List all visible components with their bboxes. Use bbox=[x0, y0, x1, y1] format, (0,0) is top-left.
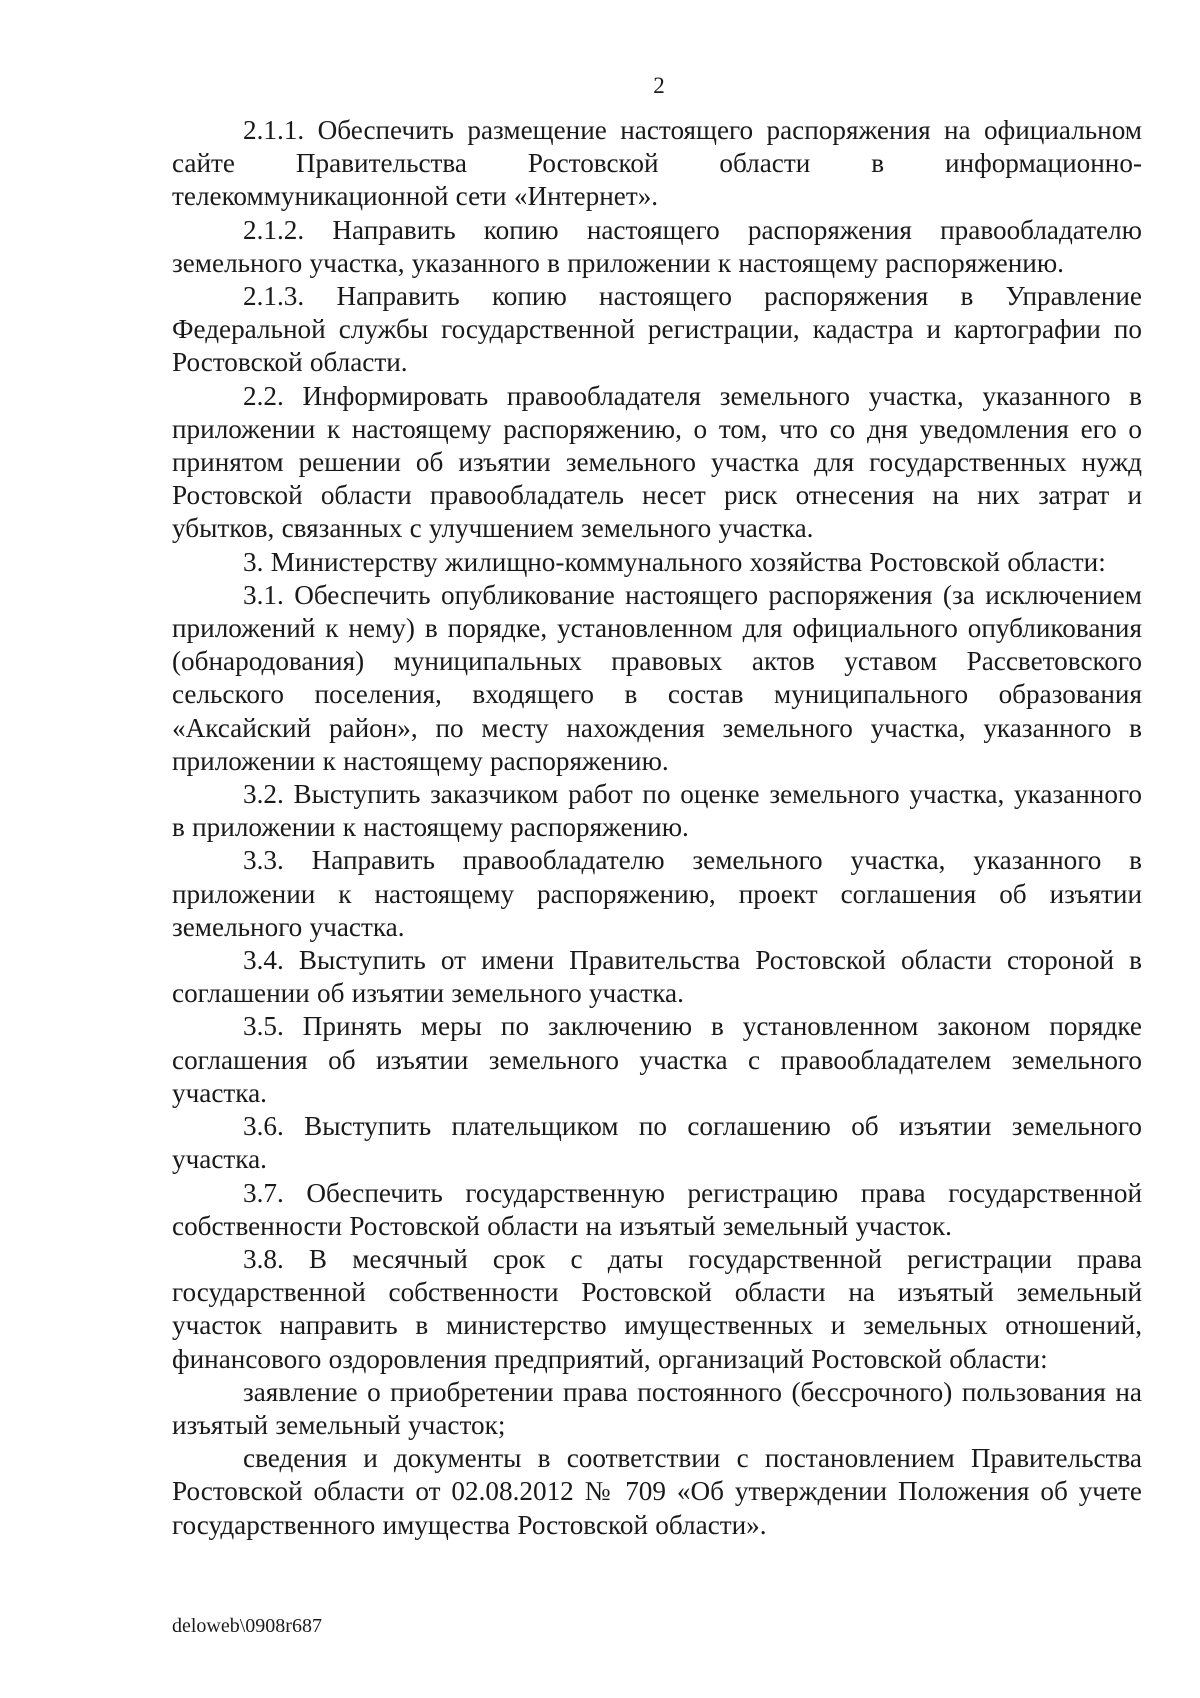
paragraph-3-4: 3.4. Выступить от имени Правительства Ростовской области стороной в соглашении об изъятии земельного участка. bbox=[172, 945, 1142, 1009]
paragraph-3-8-item-documents: сведения и документы в соответствии с постановлением Правительства Ростовской области от 02.08.2012 № 709 «Об утверждении Положения об учете государственного имущества Ростовской области». bbox=[172, 1443, 1142, 1540]
page-number: 2 bbox=[653, 73, 665, 98]
paragraph-3-1: 3.1. Обеспечить опубликование настоящего распоряжения (за исключением приложений к нему) в порядке, установленном для официального опубликования (обнародования) муниципальных правовых актов уставом Рассветовского сельского поселения, входящего в состав муниципального образования «Аксайский район», по месту нахождения земельного участка, указанного в приложении к настоящему распоряжению. bbox=[172, 579, 1142, 776]
paragraph-2-2: 2.2. Информировать правообладателя земельного участка, указанного в приложении к настоящему распоряжению, о том, что со дня уведомления его о принятом решении об изъятии земельного участка для государственных нужд Ростовской области правообладатель несет риск отнесения на них затрат и убытков, связанных с улучшением земельного участка. bbox=[172, 380, 1142, 544]
paragraph-3-6: 3.6. Выступить плательщиком по соглашению об изъятии земельного участка. bbox=[172, 1111, 1142, 1175]
paragraph-3-3: 3.3. Направить правообладателю земельного участка, указанного в приложении к настоящему распоряжению, проект соглашения об изъятии земельного участка. bbox=[172, 845, 1142, 942]
paragraph-3-5: 3.5. Принять меры по заключению в установленном законом порядке соглашения об изъятии земельного участка с правообладателем земельного участка. bbox=[172, 1011, 1142, 1108]
paragraph-3-8-item-statement: заявление о приобретении права постоянного (бессрочного) пользования на изъятый земельный участок; bbox=[172, 1376, 1142, 1440]
paragraph-3-8: 3.8. В месячный срок с даты государственной регистрации права государственной собственности Ростовской области на изъятый земельный участок направить в министерство имущественных и земельных отношений, финансового оздоровления предприятий, организаций Ростовской области: bbox=[172, 1243, 1142, 1374]
document-body bbox=[172, 114, 1142, 1542]
paragraph-2-1-1: 2.1.1. Обеспечить размещение настоящего распоряжения на официальном сайте Правительства Ростовской области в информационно-телекоммуникационной сети «Интернет». bbox=[172, 115, 1142, 212]
paragraph-2-1-3: 2.1.3. Направить копию настоящего распоряжения в Управление Федеральной службы государственной регистрации, кадастра и картографии по Ростовской области. bbox=[172, 281, 1142, 378]
footer-document-code: deloweb\0908r687 bbox=[172, 1615, 322, 1637]
paragraph-2-1-2: 2.1.2. Направить копию настоящего распоряжения правообладателю земельного участка, указанного в приложении к настоящему распоряжению. bbox=[172, 214, 1142, 278]
paragraph-3-2: 3.2. Выступить заказчиком работ по оценке земельного участка, указанного в приложении к настоящему распоряжению. bbox=[172, 779, 1142, 843]
paragraph-3: 3. Министерству жилищно-коммунального хозяйства Ростовской области: bbox=[243, 546, 1106, 577]
paragraph-3-7: 3.7. Обеспечить государственную регистрацию права государственной собственности Ростовской области на изъятый земельный участок. bbox=[172, 1177, 1142, 1241]
